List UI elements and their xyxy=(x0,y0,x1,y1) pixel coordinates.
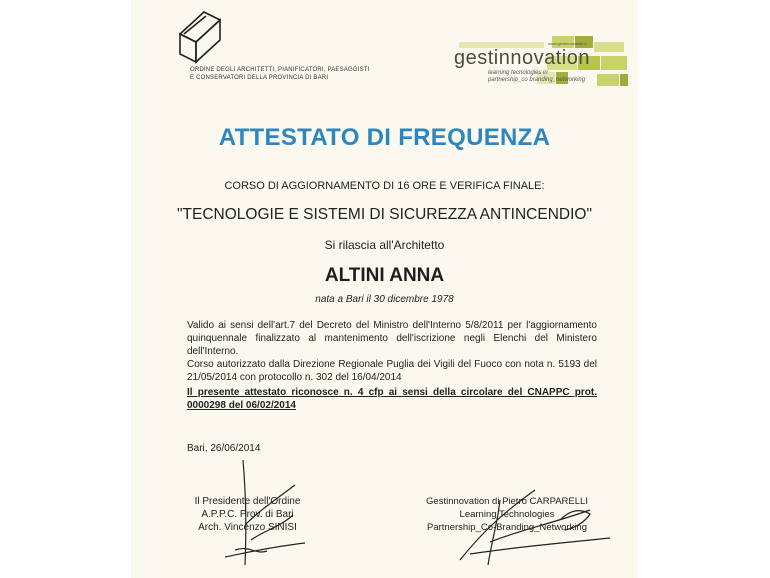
order-name-line1: ORDINE DEGLI ARCHITETTI, PIANIFICATORI, PAESAGGISTI xyxy=(190,67,370,73)
credits-paragraph: Il presente attestato riconosce n. 4 cfp ai sensi della circolare del CNAPPC prot. 0000298 del 06/02/2014 xyxy=(187,387,597,411)
left-signatory xyxy=(185,495,310,534)
certificate-title: ATTESTATO DI FREQUENZA xyxy=(218,124,551,151)
right-signatory-line3: Partnership_Co-Branding_Networking xyxy=(426,522,587,533)
gestinnovation-tagline-line2: partnership_co branding_networking xyxy=(488,77,586,83)
gestinnovation-tagline-line1: learning tecnologies in xyxy=(488,70,548,76)
right-signatory-line2: Learning Technologies xyxy=(459,509,555,520)
gestinnovation-url: www.gestinnovation.it xyxy=(548,41,587,46)
gestinnovation-wordmark: gestinnovation xyxy=(454,47,590,69)
gestinnovation-tagline xyxy=(488,70,585,84)
issued-to: Si rilascia all'Architetto xyxy=(324,238,445,252)
order-cube-logo xyxy=(176,8,224,66)
issue-date: Bari, 26/06/2014 xyxy=(187,443,261,454)
left-signatory-line2: A.P.P.C. Prov. di Bari xyxy=(201,509,294,520)
right-signatory-line1: Gestinnovation di Pietro CARPARELLI xyxy=(426,496,588,507)
course-title: "TECNOLOGIE E SISTEMI DI SICUREZZA ANTINCENDIO" xyxy=(177,206,592,223)
birth-info: nata a Bari il 30 dicembre 1978 xyxy=(315,294,454,305)
course-intro: CORSO DI AGGIORNAMENTO DI 16 ORE E VERIFICA FINALE: xyxy=(224,180,545,192)
validity-paragraph: Valido ai sensi dell'art.7 del Decreto del Ministro dell'Interno 5/8/2011 per l'aggiornamento quinquennale finalizzato al mantenimento dell'iscrizione negli Elenchi del Ministero dell'Interno. xyxy=(187,320,597,357)
order-name-line2: E CONSERVATORI DELLA PROVINCIA DI BARI xyxy=(190,75,329,81)
left-signatory-line3: Arch. Vincenzo SINISI xyxy=(198,522,297,533)
right-signatory xyxy=(397,495,617,534)
order-name xyxy=(190,66,370,82)
recipient-name: ALTINI ANNA xyxy=(324,265,445,286)
left-signatory-line1: Il Presidente dell'Ordine xyxy=(194,496,301,507)
authorization-paragraph: Corso autorizzato dalla Direzione Regionale Puglia dei Vigili del Fuoco con nota n. 5193 del 21/05/2014 con protocollo n. 302 del 16/04/2014 xyxy=(187,359,597,383)
